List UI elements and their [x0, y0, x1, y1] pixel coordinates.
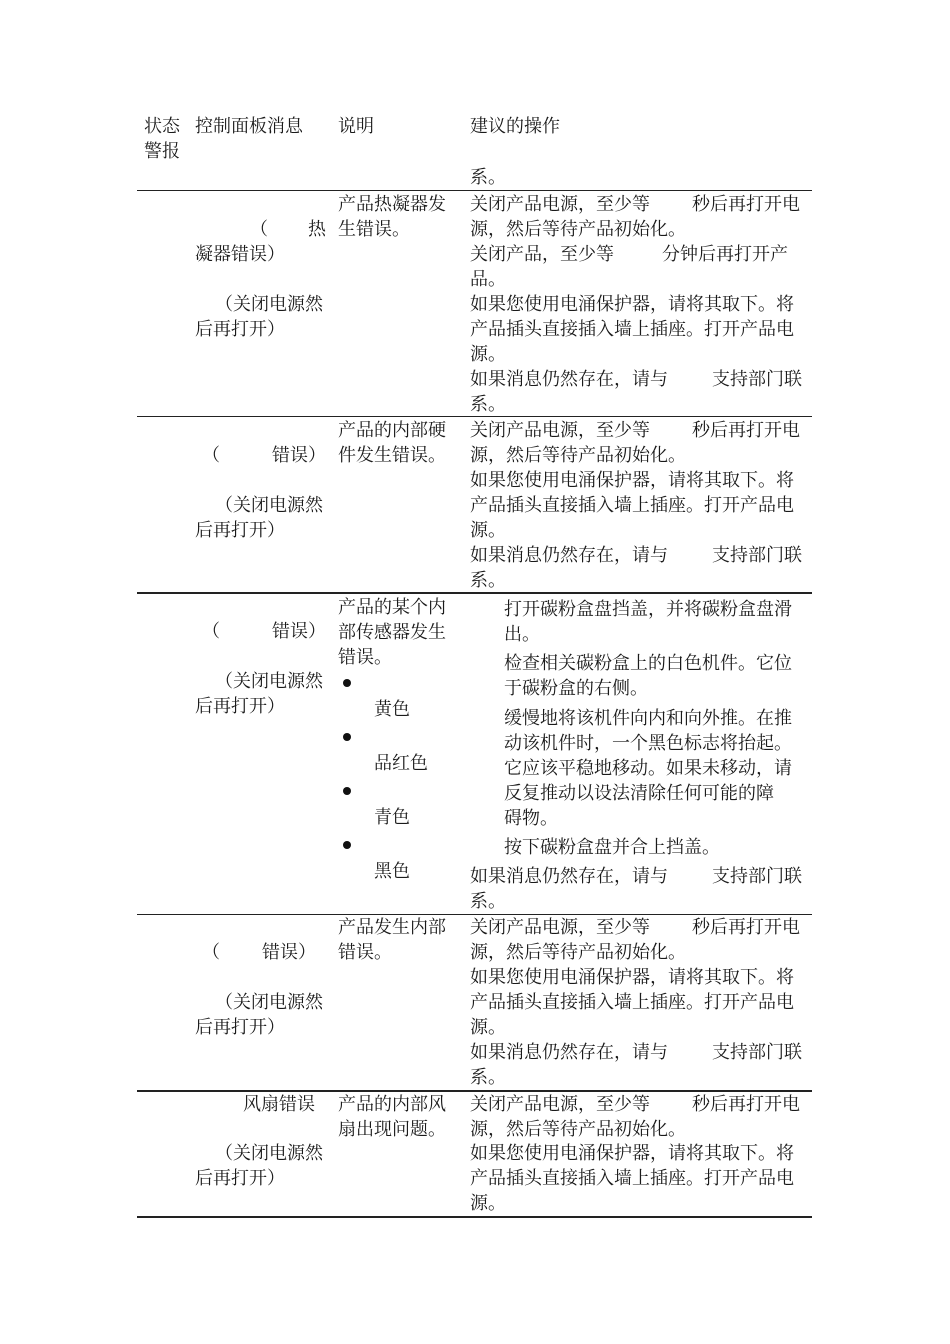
action-text: 支持部门联 [712, 545, 802, 566]
color-yellow: 黄色 [374, 699, 410, 720]
message-note: 后再打开） [195, 319, 285, 340]
message-note: 后再打开） [195, 696, 285, 717]
header-status-alert: 状态 [144, 116, 180, 137]
action-text: 源。 [470, 1193, 506, 1214]
step-text: 于碳粉盒的右侧。 [504, 678, 648, 699]
action-text: 秒后再打开电 [692, 917, 800, 938]
action-text: 系。 [470, 891, 506, 912]
message-text: 错误） [262, 942, 316, 963]
action-text: 源。 [470, 520, 506, 541]
carry-over-text: 系。 [470, 167, 506, 188]
message-paren-open: （ [202, 621, 220, 642]
message-note: 后再打开） [195, 1168, 285, 1189]
action-text: 支持部门联 [712, 1042, 802, 1063]
description-text: 产品热凝器发 [338, 194, 446, 215]
action-text: 源，然后等待产品初始化。 [470, 1119, 686, 1140]
action-text: 关闭产品电源，至少等 [470, 917, 650, 938]
action-text: 源，然后等待产品初始化。 [470, 942, 686, 963]
description-text: 生错误。 [338, 219, 410, 240]
description-text: 扇出现问题。 [338, 1119, 446, 1140]
bullet-icon [343, 733, 351, 741]
step-text: 按下碳粉盒盘并合上挡盖。 [504, 837, 720, 858]
action-text: 支持部门联 [712, 866, 802, 887]
action-text: 关闭产品电源，至少等 [470, 1094, 650, 1115]
color-black: 黑色 [374, 861, 410, 882]
action-text: 系。 [470, 570, 506, 591]
action-text: 秒后再打开电 [692, 420, 800, 441]
bullet-icon [343, 787, 351, 795]
message-note: （关闭电源然 [215, 294, 323, 315]
action-text: 源，然后等待产品初始化。 [470, 445, 686, 466]
message-paren-open: （ [250, 219, 268, 240]
step-text: 碍物。 [504, 808, 558, 829]
description-text: 错误。 [338, 647, 392, 668]
step-text: 检查相关碳粉盒上的白色机件。它位 [504, 653, 792, 674]
message-note: （关闭电源然 [215, 495, 323, 516]
action-text: 关闭产品电源，至少等 [470, 420, 650, 441]
message-note: 后再打开） [195, 520, 285, 541]
action-text: 源，然后等待产品初始化。 [470, 219, 686, 240]
action-text: 产品插头直接插入墙上插座。打开产品电 [470, 319, 794, 340]
message-text: 凝器错误） [195, 244, 285, 265]
description-text: 部传感器发生 [338, 622, 446, 643]
action-text: 品。 [470, 269, 506, 290]
message-paren-open: （ [202, 942, 220, 963]
step-text: 出。 [504, 624, 540, 645]
message-note: （关闭电源然 [215, 671, 323, 692]
description-text: 产品的内部硬 [338, 420, 446, 441]
action-text: 关闭产品，至少等 [470, 244, 614, 265]
message-note: 后再打开） [195, 1017, 285, 1038]
action-text: 如果消息仍然存在，请与 [470, 369, 668, 390]
message-text: 错误） [272, 621, 326, 642]
action-text: 支持部门联 [712, 369, 802, 390]
row-divider [137, 416, 812, 417]
description-text: 件发生错误。 [338, 445, 446, 466]
step-text: 动该机件时，一个黑色标志将抬起。 [504, 733, 792, 754]
action-text: 秒后再打开电 [692, 1094, 800, 1115]
header-status-alert-2: 警报 [144, 141, 180, 162]
message-note: （关闭电源然 [215, 1143, 323, 1164]
action-text: 产品插头直接插入墙上插座。打开产品电 [470, 1168, 794, 1189]
message-text: 风扇错误 [243, 1094, 315, 1115]
step-text: 反复推动以设法清除任何可能的障 [504, 783, 774, 804]
action-text: 产品插头直接插入墙上插座。打开产品电 [470, 992, 794, 1013]
description-text: 产品的某个内 [338, 597, 446, 618]
action-text: 如果您使用电涌保护器，请将其取下。将 [470, 967, 794, 988]
action-text: 源。 [470, 1017, 506, 1038]
row-divider [137, 190, 812, 191]
message-text: 错误） [272, 445, 326, 466]
bullet-icon [343, 841, 351, 849]
row-divider [137, 592, 812, 594]
action-text: 如果消息仍然存在，请与 [470, 545, 668, 566]
action-text: 秒后再打开电 [692, 194, 800, 215]
action-text: 关闭产品电源，至少等 [470, 194, 650, 215]
row-divider [137, 1216, 812, 1218]
message-text: 热 [308, 219, 326, 240]
step-text: 它应该平稳地移动。如果未移动，请 [504, 758, 792, 779]
description-text: 产品的内部风 [338, 1094, 446, 1115]
action-text: 源。 [470, 344, 506, 365]
color-magenta: 品红色 [374, 753, 428, 774]
action-text: 如果消息仍然存在，请与 [470, 1042, 668, 1063]
bullet-icon [343, 679, 351, 687]
action-text: 系。 [470, 394, 506, 415]
header-description: 说明 [338, 116, 374, 137]
header-control-panel-message: 控制面板消息 [195, 116, 303, 137]
step-text: 打开碳粉盒盘挡盖，并将碳粉盒盘滑 [504, 599, 792, 620]
message-paren-open: （ [202, 445, 220, 466]
action-text: 分钟后再打开产 [662, 244, 788, 265]
action-text: 产品插头直接插入墙上插座。打开产品电 [470, 495, 794, 516]
action-text: 如果您使用电涌保护器，请将其取下。将 [470, 294, 794, 315]
action-text: 系。 [470, 1067, 506, 1088]
step-text: 缓慢地将该机件向内和向外推。在推 [504, 708, 792, 729]
message-note: （关闭电源然 [215, 992, 323, 1013]
color-cyan: 青色 [374, 807, 410, 828]
description-text: 产品发生内部 [338, 917, 446, 938]
description-text: 错误。 [338, 942, 392, 963]
action-text: 如果您使用电涌保护器，请将其取下。将 [470, 470, 794, 491]
action-text: 如果您使用电涌保护器，请将其取下。将 [470, 1143, 794, 1164]
header-recommended-action: 建议的操作 [470, 116, 560, 137]
action-text: 如果消息仍然存在，请与 [470, 866, 668, 887]
